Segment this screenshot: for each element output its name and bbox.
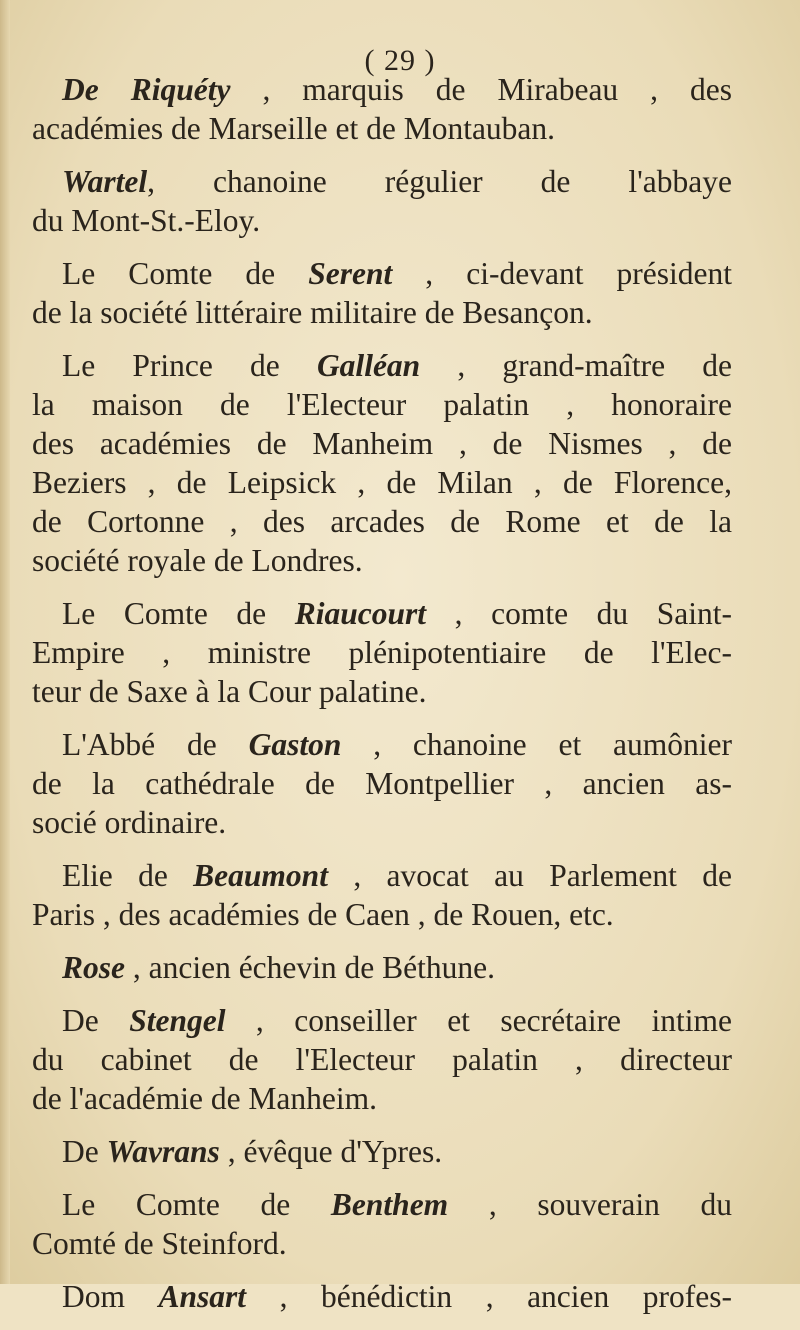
entry-prefix: Le Prince de bbox=[62, 348, 317, 383]
person-name: Stengel bbox=[129, 1003, 226, 1038]
entry-line: socié ordinaire. bbox=[32, 805, 227, 840]
page-text-block bbox=[32, 70, 732, 1330]
page-number: ( 29 ) bbox=[364, 44, 436, 77]
entry-line: la maison de l'Electeur palatin , honoraire bbox=[32, 387, 732, 422]
person-name: Rose bbox=[62, 950, 125, 985]
person-name: Serent bbox=[308, 256, 393, 291]
entry-ansart bbox=[32, 1277, 732, 1316]
entry-gaston bbox=[32, 725, 732, 842]
person-name: Wavrans bbox=[106, 1134, 220, 1169]
entry-line: Empire , ministre plénipotentiaire de l'Elec- bbox=[32, 635, 732, 670]
entry-prefix: Le Comte de bbox=[62, 1187, 331, 1222]
entry-line: , évêque d'Ypres. bbox=[219, 1134, 443, 1169]
entry-prefix: Dom bbox=[62, 1279, 159, 1314]
entry-prefix: De bbox=[62, 1134, 107, 1169]
entry-line: du cabinet de l'Electeur palatin , directeur bbox=[32, 1042, 732, 1077]
entry-prefix: Le Comte de bbox=[62, 596, 295, 631]
entry-line: , marquis de Mirabeau , des bbox=[230, 72, 732, 107]
entry-benthem bbox=[32, 1185, 732, 1263]
entry-line: de la société littéraire militaire de Besançon. bbox=[32, 295, 593, 330]
entry-galean bbox=[32, 346, 732, 580]
person-name: Beaumont bbox=[193, 858, 328, 893]
person-name: Wartel bbox=[62, 164, 148, 199]
person-name: Ansart bbox=[158, 1279, 247, 1314]
entry-prefix: Le Comte de bbox=[62, 256, 309, 291]
person-name: Benthem bbox=[330, 1187, 449, 1222]
entry-line: du Mont-St.-Eloy. bbox=[32, 203, 261, 238]
entry-line: de la cathédrale de Montpellier , ancien as- bbox=[32, 766, 732, 801]
entry-stengel bbox=[32, 1001, 732, 1118]
entry-rose bbox=[32, 948, 732, 987]
entry-line: , ancien échevin de Béthune. bbox=[125, 950, 495, 985]
page-spine-shadow bbox=[0, 0, 10, 1284]
person-name: De Riquéty bbox=[62, 72, 231, 107]
entry-line: de Cortonne , des arcades de Rome et de la bbox=[32, 504, 732, 539]
entry-line: académies de Marseille et de Montauban. bbox=[32, 111, 556, 146]
entry-prefix: Elie de bbox=[62, 858, 194, 893]
entry-wavrans bbox=[32, 1132, 732, 1171]
entry-riaucourt bbox=[32, 594, 732, 711]
entry-prefix: De bbox=[62, 1003, 130, 1038]
entry-beaumont bbox=[32, 856, 732, 934]
person-name: Gaston bbox=[248, 727, 342, 762]
entry-serent bbox=[32, 254, 732, 332]
entry-line: , chanoine régulier de l'abbaye bbox=[147, 164, 732, 199]
entry-line: , grand-maître de bbox=[420, 348, 732, 383]
entry-line: , chanoine et aumônier bbox=[341, 727, 732, 762]
entry-line: , souverain du bbox=[448, 1187, 732, 1222]
entry-wartel bbox=[32, 162, 732, 240]
entry-line: Comté de Steinford. bbox=[32, 1226, 287, 1261]
entry-line: des académies de Manheim , de Nismes , de bbox=[32, 426, 732, 461]
entry-line: teur de Saxe à la Cour palatine. bbox=[32, 674, 427, 709]
entry-line: , comte du Saint- bbox=[426, 596, 732, 631]
entry-line: de l'académie de Manheim. bbox=[32, 1081, 378, 1116]
entry-line: Paris , des académies de Caen , de Rouen, etc. bbox=[32, 897, 614, 932]
entry-line: , conseiller et secrétaire intime bbox=[225, 1003, 732, 1038]
entry-line: société royale de Londres. bbox=[32, 543, 363, 578]
entry-line: , bénédictin , ancien profes- bbox=[246, 1279, 732, 1314]
entry-line: , ci-devant président bbox=[392, 256, 732, 291]
entry-line: Beziers , de Leipsick , de Milan , de Florence, bbox=[32, 465, 732, 500]
entry-prefix: L'Abbé de bbox=[62, 727, 249, 762]
entry-riquety bbox=[32, 70, 732, 148]
entry-line: , avocat au Parlement de bbox=[327, 858, 732, 893]
person-name: Galléan bbox=[316, 348, 421, 383]
person-name: Riaucourt bbox=[294, 596, 427, 631]
